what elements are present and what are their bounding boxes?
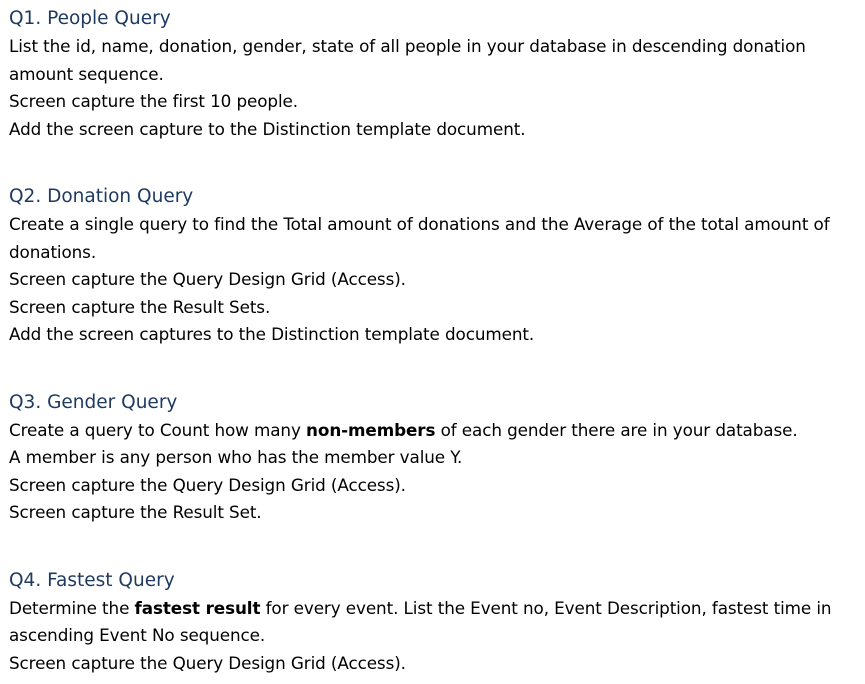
question-3-line-3: Screen capture the Query Design Grid (Access). xyxy=(9,474,406,495)
question-3-emphasis: non-members xyxy=(306,419,436,440)
question-1 xyxy=(9,5,861,143)
question-4-title: Q4. Fastest Query xyxy=(9,569,175,591)
question-1-line-3: Screen capture the first 10 people. xyxy=(9,91,299,111)
question-3-line-1-start: Create a query to Count how many xyxy=(9,419,307,440)
question-2 xyxy=(9,183,861,349)
question-2-line-3: Screen capture the Query Design Grid (Access). xyxy=(9,269,406,289)
document-page xyxy=(9,5,861,677)
question-4-line-1 xyxy=(9,595,861,623)
question-1-line-1: List the id, name, donation, gender, state of all people in your database in descending donation xyxy=(9,36,806,56)
question-2-line-1: Create a single query to find the Total amount of donations and the Average of the total amount of xyxy=(9,214,830,234)
question-3-line-4: Screen capture the Result Set. xyxy=(9,502,262,522)
question-1-title: Q1. People Query xyxy=(9,8,171,29)
question-4-line-1-start: Determine the xyxy=(9,597,135,618)
section-spacer xyxy=(9,349,861,389)
question-2-line-2: donations. xyxy=(9,241,97,262)
question-2-line-5: Add the screen captures to the Distinction template document. xyxy=(9,324,535,344)
question-3-line-1-end: of each gender there are in your database. xyxy=(435,419,798,440)
question-4-emphasis: fastest result xyxy=(134,597,261,618)
section-spacer xyxy=(9,143,861,183)
question-3 xyxy=(9,389,861,527)
question-4-line-3: Screen capture the Query Design Grid (Access). xyxy=(9,652,406,673)
question-3-line-1 xyxy=(9,417,861,445)
question-2-line-4: Screen capture the Result Sets. xyxy=(9,296,271,317)
question-1-line-4: Add the screen capture to the Distinction template document. xyxy=(9,118,526,139)
question-4-line-1-end: for every event. List the Event no, Event Description, fastest time in xyxy=(260,597,832,618)
question-1-line-2: amount sequence. xyxy=(9,63,164,84)
question-2-title: Q2. Donation Query xyxy=(9,186,194,207)
question-4-line-2: ascending Event No sequence. xyxy=(9,625,266,645)
question-3-title: Q3. Gender Query xyxy=(9,391,178,413)
question-4 xyxy=(9,567,861,678)
section-spacer xyxy=(9,527,861,567)
question-3-line-2: A member is any person who has the member value Y. xyxy=(9,447,463,467)
